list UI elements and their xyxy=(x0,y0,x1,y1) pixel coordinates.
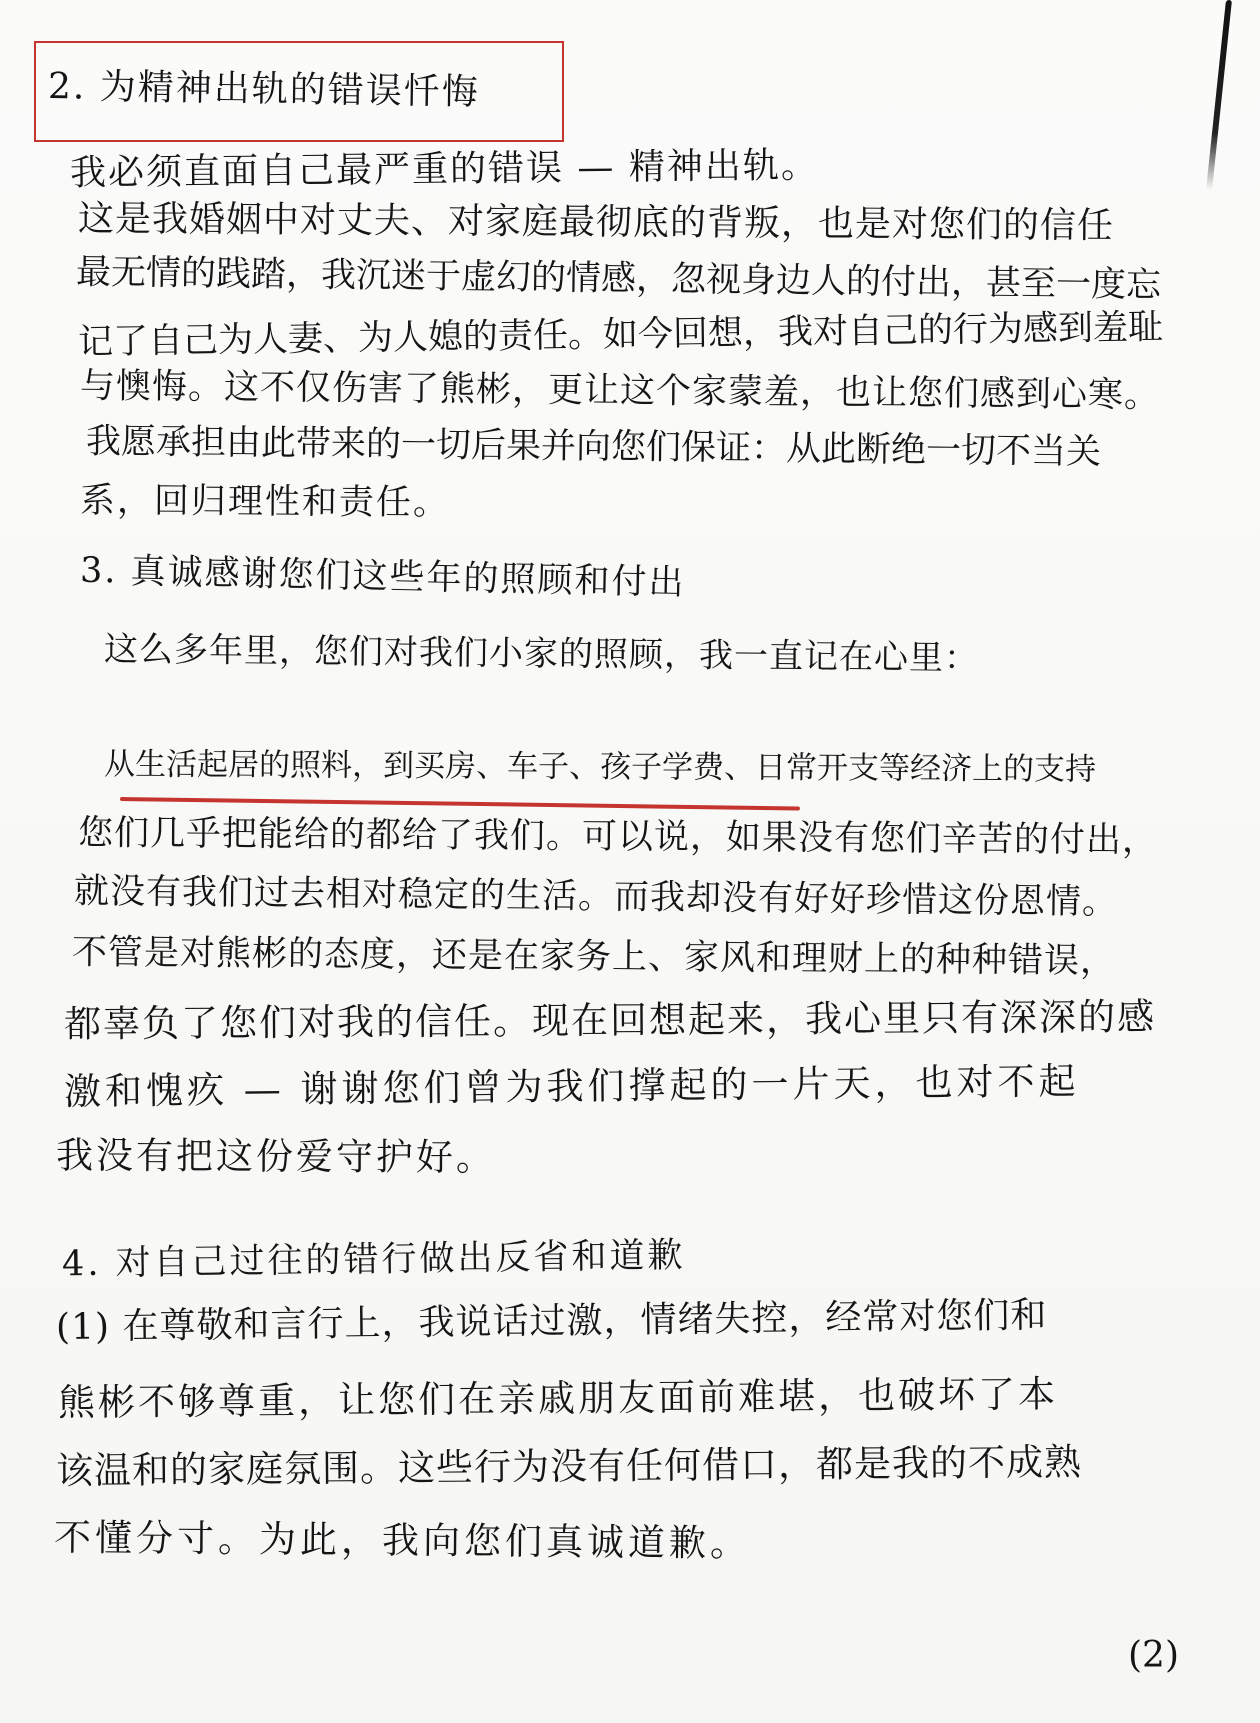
red-underline xyxy=(120,797,800,810)
body-line: (1) 在尊敬和言行上，我说话过激，情绪失控，经常对您们和 xyxy=(55,1294,1048,1349)
body-line-underlined: 从生活起居的照料，到买房、车子、孩子学费、日常开支等经济上的支持 xyxy=(103,746,1097,788)
body-line: 我没有把这份爱守护好。 xyxy=(55,1133,497,1180)
body-line: 熊彬不够尊重，让您们在亲戚朋友面前难堪，也破坏了本 xyxy=(57,1372,1059,1425)
body-line: 激和愧疚 — 谢谢您们曾为我们撑起的一片天，也对不起 xyxy=(63,1059,1080,1114)
page-edge-mark xyxy=(1206,0,1232,190)
body-line: 我愿承担由此带来的一切后果并向您们保证：从此断绝一切不当关 xyxy=(85,421,1102,473)
body-line: 最无情的践踏，我沉迷于虚幻的情感，忽视身边人的付出，甚至一度忘 xyxy=(75,252,1162,306)
section-heading-2: 2. 为精神出轨的错误忏悔 xyxy=(47,65,481,114)
body-line: 系，回归理性和责任。 xyxy=(79,480,451,524)
body-line: 不管是对熊彬的态度，还是在家务上、家风和理财上的种种错误， xyxy=(71,932,1117,982)
body-line: 我必须直面自己最严重的错误 — 精神出轨。 xyxy=(69,145,820,194)
page-number: (2) xyxy=(1128,1635,1179,1676)
body-line: 记了自己为人妻、为人媳的责任。如今回想，我对自己的行为感到羞耻 xyxy=(77,307,1164,363)
section-heading-4: 4. 对自己过往的错行做出反省和道歉 xyxy=(61,1235,686,1285)
body-line: 不懂分寸。为此，我向您们真诚道歉。 xyxy=(53,1515,752,1566)
body-line: 与懊悔。这不仅伤害了熊彬，更让这个家蒙羞，也让您们感到心寒。 xyxy=(79,366,1161,416)
section-heading-3: 3. 真诚感谢您们这些年的照顾和付出 xyxy=(79,550,686,604)
body-line: 就没有我们过去相对稳定的生活。而我却没有好好珍惜这份恩情。 xyxy=(73,871,1119,923)
body-line: 您们几乎把能给的都给了我们。可以说，如果没有您们辛苦的付出， xyxy=(77,813,1159,861)
body-line: 这是我婚姻中对丈夫、对家庭最彻底的背叛，也是对您们的信任 xyxy=(77,198,1115,247)
body-line: 这么多年里，您们对我们小家的照顾，我一直记在心里： xyxy=(103,629,980,679)
body-line: 该温和的家庭氛围。这些行为没有任何借口，都是我的不成熟 xyxy=(55,1440,1083,1493)
body-line: 都辜负了您们对我的信任。现在回想起来，我心里只有深深的感 xyxy=(63,995,1157,1046)
